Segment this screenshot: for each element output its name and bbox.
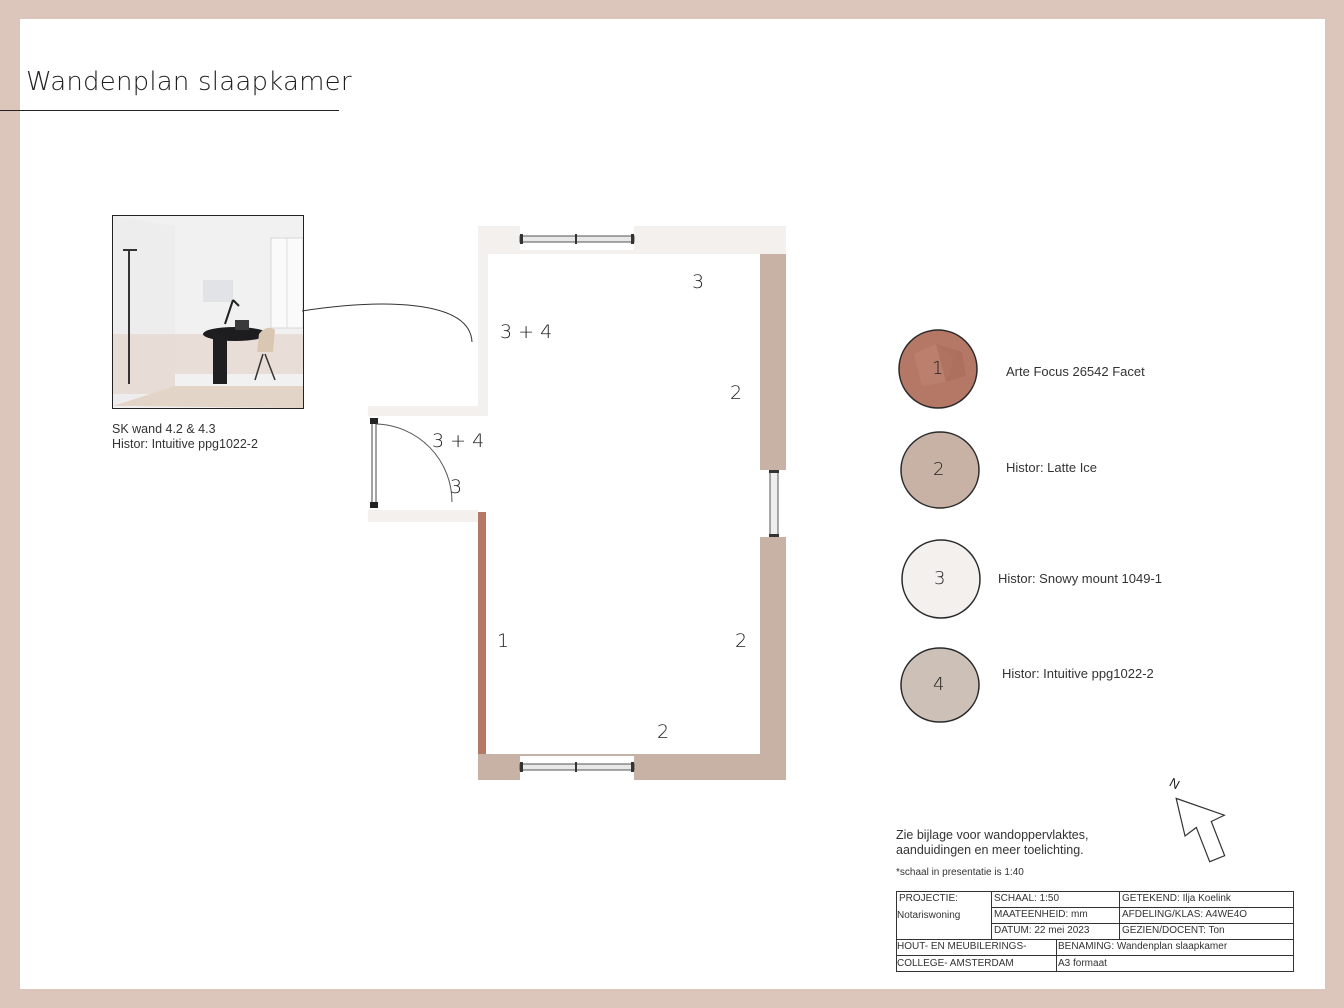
tb-formaat: A3 formaat [1058, 958, 1107, 969]
wall-left-upper [478, 226, 488, 416]
swatch-3-number: 3 [934, 568, 946, 589]
tb-datum: DATUM: 22 mei 2023 [994, 925, 1090, 936]
wall-right-lower [760, 537, 786, 779]
tb-school-line-1: HOUT- EN MEUBILERINGS- [897, 941, 1027, 952]
wall-label-entry-b: 3 [450, 476, 463, 498]
north-label: N [1167, 774, 1183, 793]
photo-leader-line [302, 304, 472, 342]
tb-project-name: Notariswoning [897, 910, 961, 921]
swatch-2-number: 2 [933, 459, 945, 480]
wall-entry-bottom [368, 510, 478, 522]
wall-label-left-lower: 1 [497, 630, 510, 652]
wall-right-upper [760, 254, 786, 470]
tb-projectie: PROJECTIE: [899, 893, 958, 904]
wall-label-upper-left: 3 + 4 [500, 321, 553, 343]
wall-label-right-upper: 2 [730, 382, 743, 404]
swatch-2-label: Histor: Latte Ice [1006, 460, 1098, 475]
wall-label-right-lower: 2 [735, 630, 748, 652]
swatch-1-label: Arte Focus 26542 Facet [1006, 364, 1145, 379]
note-line-2: aanduidingen en meer toelichting. [896, 843, 1084, 857]
drawing-sheet [20, 19, 1325, 989]
wall-label-top: 3 [692, 271, 705, 293]
legend-swatches [896, 324, 986, 734]
wall-entry-top [368, 406, 488, 416]
photo-caption-line-1: SK wand 4.2 & 4.3 [112, 422, 216, 436]
floor-plan [20, 19, 1325, 989]
wall-label-bottom: 2 [657, 721, 670, 743]
tb-gezien: GEZIEN/DOCENT: Ton [1122, 925, 1225, 936]
photo-caption-line-2: Histor: Intuitive ppg1022-2 [112, 437, 258, 451]
tb-benaming: BENAMING: Wandenplan slaapkamer [1058, 941, 1228, 952]
swatch-4-label: Histor: Intuitive ppg1022-2 [1002, 666, 1154, 681]
swatch-3-label: Histor: Snowy mount 1049-1 [998, 571, 1163, 586]
tb-afdeling: AFDELING/KLAS: A4WE4O [1122, 909, 1248, 920]
title-block [896, 891, 1294, 972]
wall-left-lower [478, 512, 486, 754]
swatch-1-number: 1 [932, 358, 944, 379]
note-line-1: Zie bijlage voor wandoppervlaktes, [896, 828, 1089, 842]
tb-schaal: SCHAAL: 1:50 [994, 893, 1060, 904]
tb-getekend: GETEKEND: Ilja Koelink [1122, 893, 1231, 904]
door-frame [368, 416, 380, 510]
wall-label-entry-a: 3 + 4 [432, 430, 485, 452]
swatch-4-number: 4 [933, 674, 945, 695]
scale-note: *schaal in presentatie is 1:40 [896, 867, 1024, 878]
tb-school-line-2: COLLEGE- AMSTERDAM [897, 958, 1014, 969]
page-title: Wandenplan slaapkamer [26, 67, 352, 97]
notes [896, 828, 1088, 858]
tb-maateenheid: MAATEENHEID: mm [994, 909, 1088, 920]
